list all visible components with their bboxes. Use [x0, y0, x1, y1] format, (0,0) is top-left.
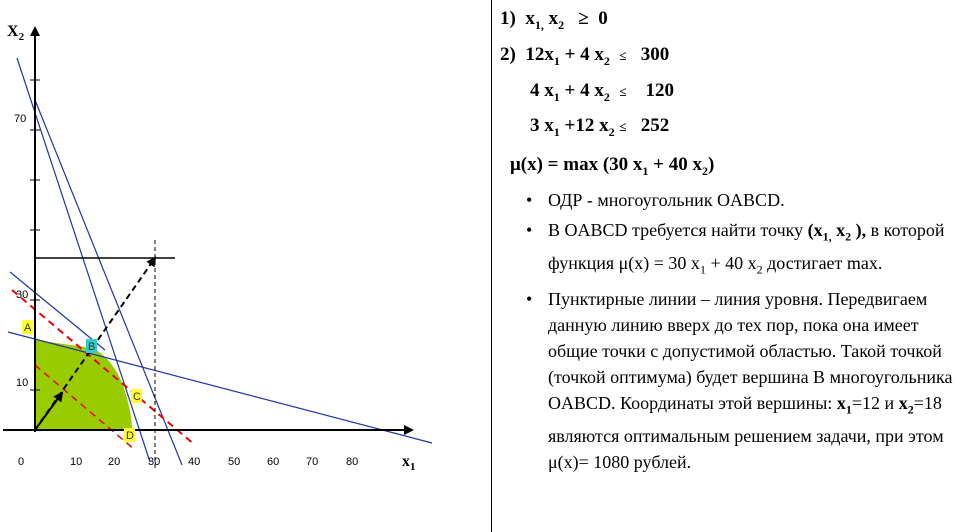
constraint-2: 2) $12x_1 + 4$ $x_2$ ≤ 300: [500, 43, 670, 68]
x-tick-label: 30: [148, 456, 161, 468]
y-tick-label: 70: [14, 113, 27, 125]
constraint-1: 1) $x_{1,}$ $x_2$ ≥ 0: [500, 8, 608, 32]
bullet-feasible-region: • ОДР - многоугольник OABCD.: [548, 187, 968, 213]
point-d-label: D: [126, 430, 134, 442]
point-c-label: C: [133, 391, 141, 403]
problem-text-panel: [500, 4, 968, 479]
y-axis-label: $X_2$: [7, 23, 25, 43]
x-tick-label: 50: [228, 456, 241, 468]
y-tick-label: 30: [16, 289, 29, 301]
bullet-find-point: • В OABCD требуется найти точку ($x_{1,}$ $x_2$ ), в которой функция μ(x) = 30 $x_1 + 40$ $x_2$ достигает max.: [548, 217, 968, 282]
x-tick-label: 80: [346, 456, 359, 468]
point-a-label: A: [24, 322, 32, 334]
panel-divider: [491, 0, 492, 532]
x-tick-label: 40: [188, 456, 201, 468]
constraint-4: 3 $x_1 +12$ $x_2$ ≤ 252: [530, 115, 670, 140]
constraint-3: 4 $x_1 + 4$ $x_2$ ≤ 120: [530, 79, 674, 104]
point-b-label: B: [88, 341, 96, 353]
x-tick-label: 70: [306, 456, 319, 468]
x-tick-label: 20: [108, 456, 121, 468]
x-tick-label: 10: [70, 456, 83, 468]
explanation-list: [500, 187, 968, 475]
x-tick-label: 0: [18, 456, 25, 468]
y-tick-label: 10: [16, 377, 29, 389]
feasible-region: [35, 340, 132, 430]
x-tick-label: 60: [267, 456, 280, 468]
bullet-level-lines: • Пунктирные линии – линия уровня. Передвигаем данную линию вверх до тех пор, пока она имеет общие точки с допустимой областью. Такой точкой (точкой оптимума) будет вершина B многоугольника OABCD. Координаты этой вершины: $x_1=12$ и $x_2=18$ являются оптимальным решением задачи, при этом μ(x)= 1080 рублей.: [548, 286, 968, 475]
objective-function: μ(x) = max (30 $x_1 + 40$ $x_2$): [510, 154, 715, 178]
x-axis-label: $x_1$: [402, 453, 416, 473]
